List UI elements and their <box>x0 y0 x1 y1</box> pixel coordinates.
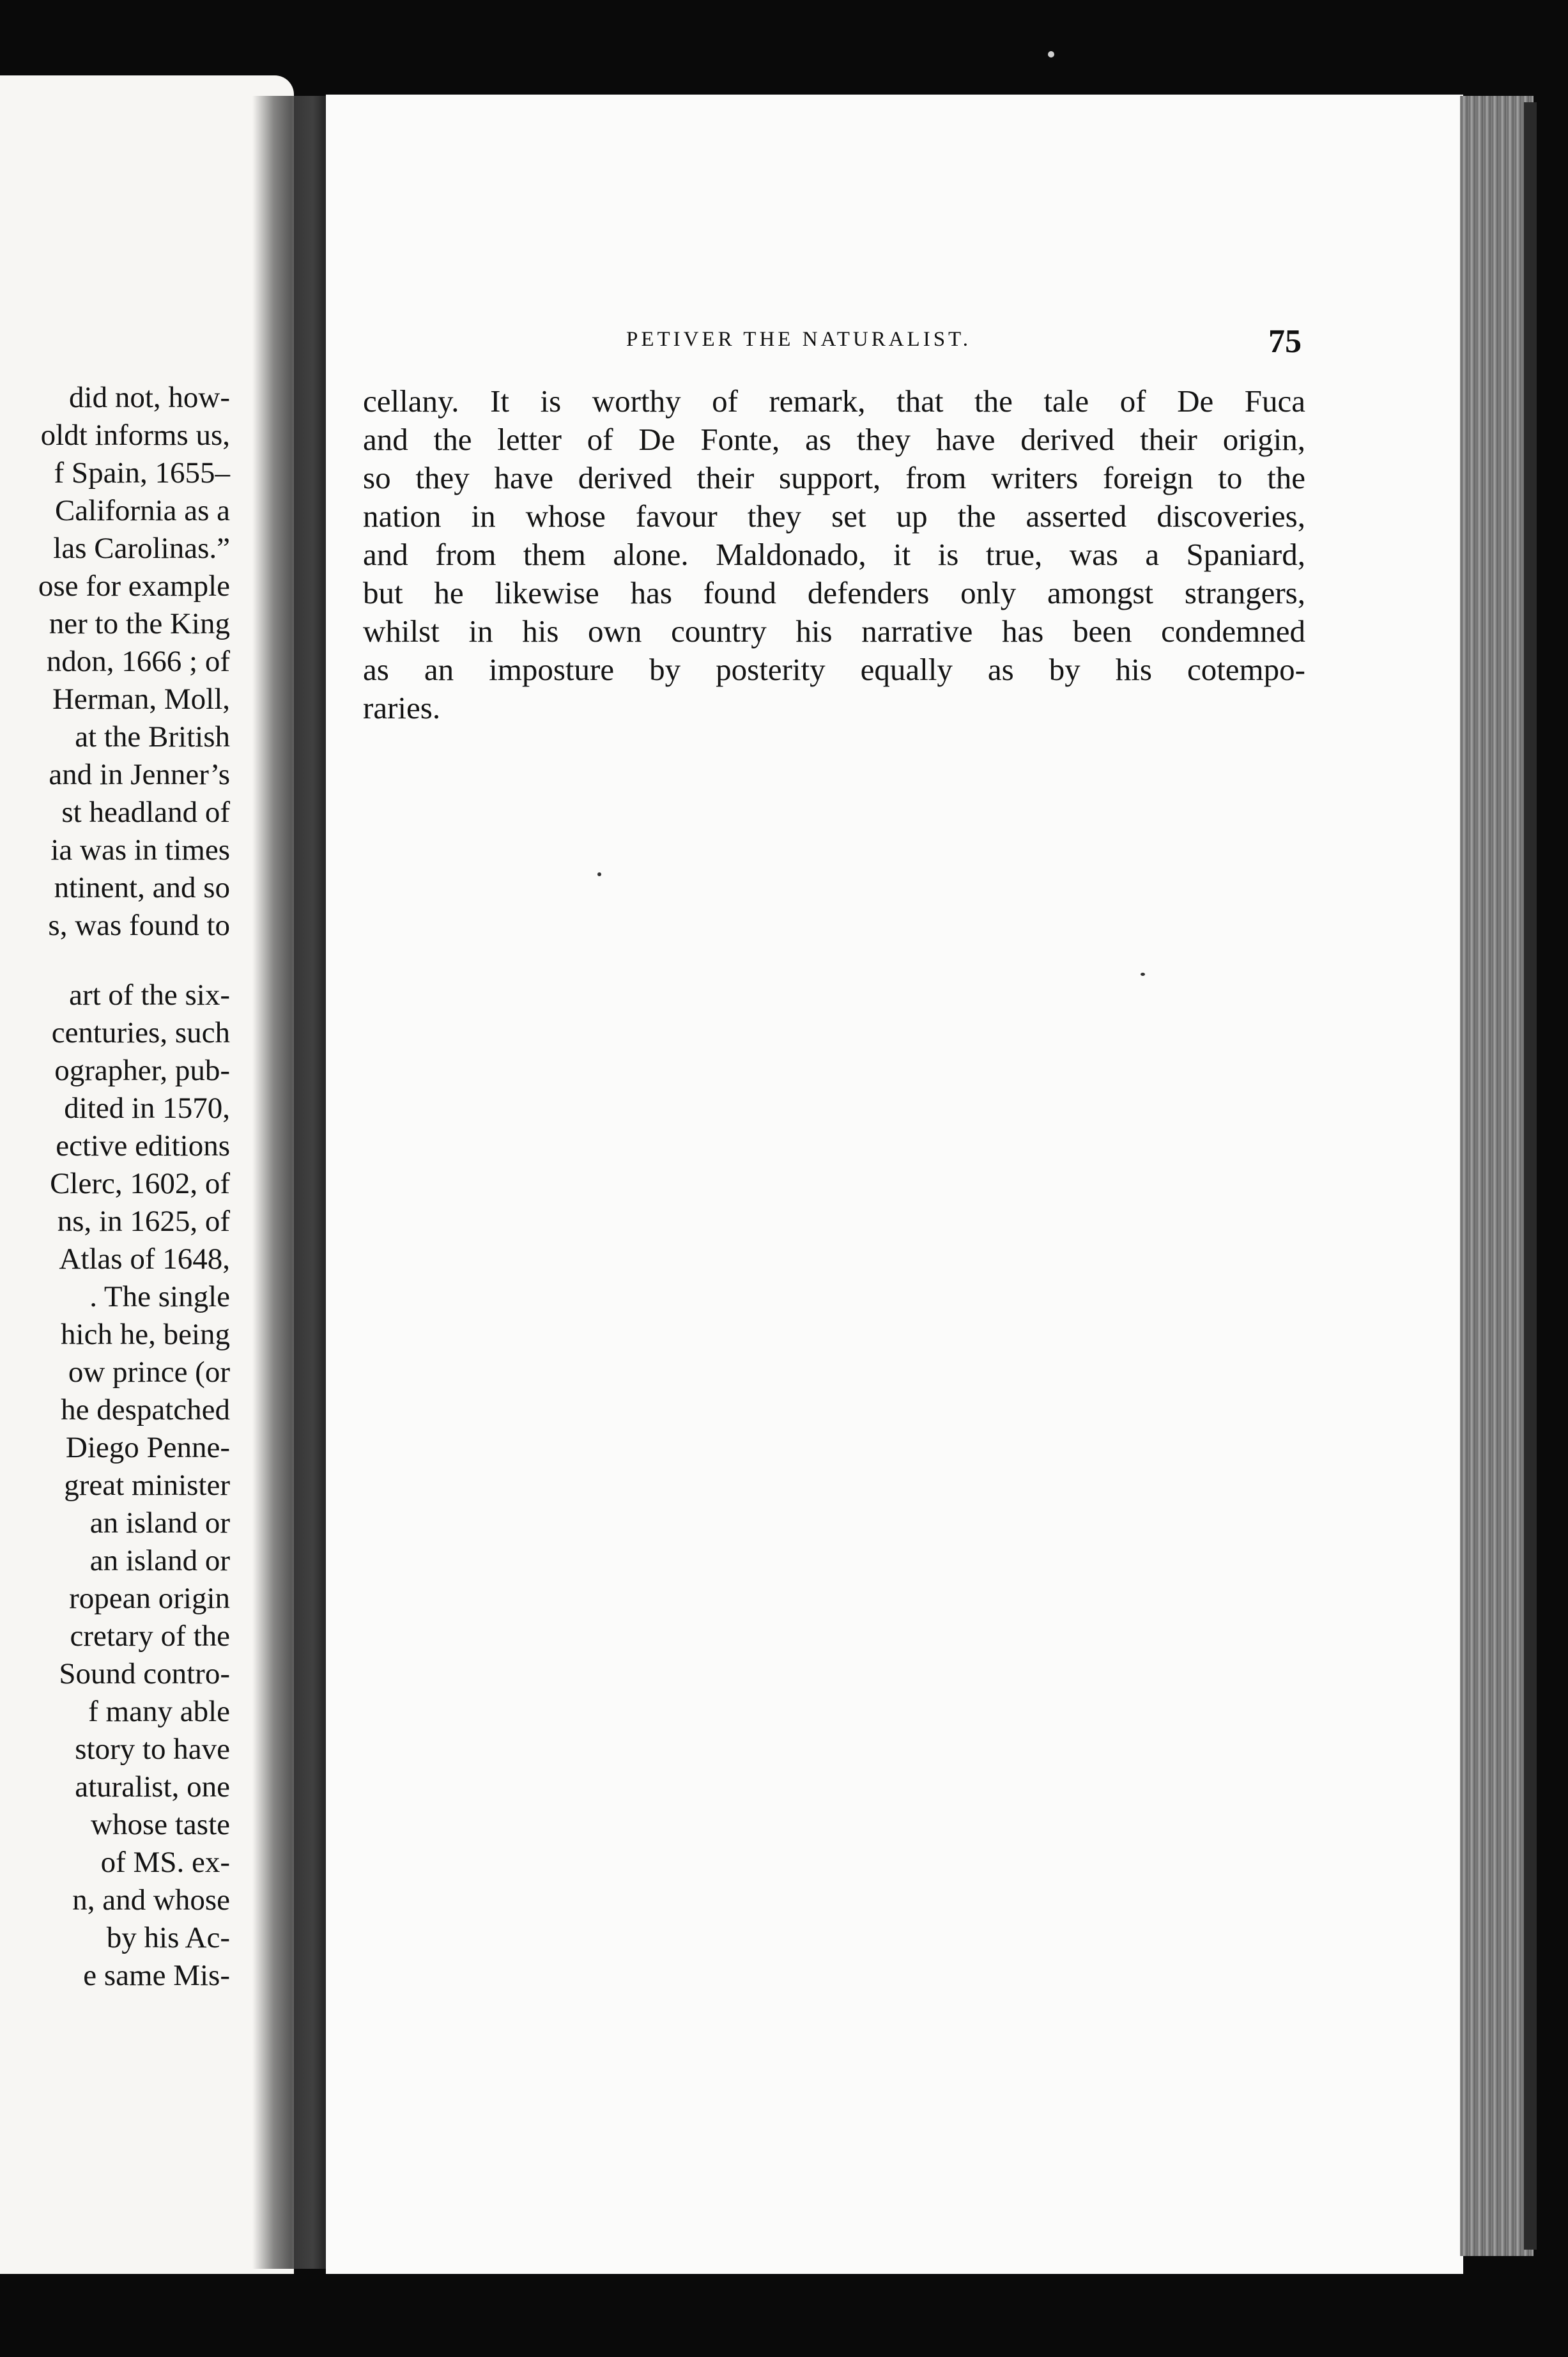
left-page-line: an island or <box>89 1506 230 1540</box>
ink-speck <box>597 872 601 876</box>
body-line: and from them alone. Maldonado, it is true, was a Spaniard, <box>363 537 1305 572</box>
left-page-line: Diego Penne- <box>65 1431 230 1464</box>
left-page-line: ose for example <box>38 569 230 603</box>
left-page-line: f Spain, 1655– <box>54 456 230 490</box>
left-page-line: cretary of the <box>70 1619 230 1653</box>
left-page-line: oldt informs us, <box>40 419 230 452</box>
ink-speck <box>1141 973 1145 976</box>
left-page-line: Sound contro- <box>59 1657 230 1690</box>
left-page-text <box>0 379 230 1995</box>
body-line: raries. <box>363 690 441 725</box>
body-line: whilst in his own country his narrative has been condemned <box>363 614 1305 649</box>
left-page-line: aturalist, one <box>75 1770 230 1804</box>
body-line: nation in whose favour they set up the asserted discoveries, <box>363 498 1305 534</box>
body-line: as an imposture by posterity equally as by his cotempo- <box>363 652 1305 687</box>
left-page-line: California as a <box>54 494 230 527</box>
left-page-line: Atlas of 1648, <box>59 1242 230 1276</box>
left-page-line: ia was in times <box>50 833 230 867</box>
left-page-line: hich he, being <box>61 1318 230 1351</box>
left-page-line: ndon, 1666 ; of <box>46 645 230 678</box>
body-line: so they have derived their support, from writers foreign to the <box>363 460 1305 495</box>
dust-speck <box>1048 51 1054 58</box>
left-page-line: ropean origin <box>69 1582 230 1615</box>
left-page-line: ow prince (or <box>68 1356 230 1389</box>
left-facing-page <box>0 75 294 2274</box>
left-page-line: story to have <box>75 1733 230 1766</box>
left-page-line: st headland of <box>61 796 230 829</box>
body-paragraph <box>363 382 1305 727</box>
left-page-line: ographer, pub- <box>54 1054 230 1087</box>
left-page-line: ns, in 1625, of <box>57 1205 230 1238</box>
left-page-line: f many able <box>88 1695 230 1728</box>
left-page-line: centuries, such <box>51 1016 230 1049</box>
stacked-page-edges <box>1460 96 1533 2256</box>
left-page-line: Herman, Moll, <box>52 683 230 716</box>
left-page-line: s, was found to <box>48 909 230 942</box>
left-page-line: ner to the King <box>49 607 230 640</box>
left-page-line: ntinent, and so <box>54 871 230 904</box>
left-page-line: he despatched <box>61 1393 230 1426</box>
left-page-line: n, and whose <box>72 1883 230 1917</box>
left-page-line: and in Jenner’s <box>49 758 230 791</box>
page-number: 75 <box>1268 323 1302 360</box>
left-page-line: dited in 1570, <box>64 1092 230 1125</box>
left-page-line: art of the six- <box>69 978 230 1012</box>
left-page-line: an island or <box>89 1544 230 1577</box>
body-line: cellany. It is worthy of remark, that the tale of De Fuca <box>363 383 1305 419</box>
running-head: PETIVER THE NATURALIST. <box>626 328 972 351</box>
left-page-line: . The single <box>89 1280 230 1313</box>
left-page-line: e same Mis- <box>83 1959 230 1992</box>
page-edge-shadow <box>1524 102 1537 2250</box>
left-page-line: at the British <box>75 720 230 753</box>
left-page-line: by his Ac- <box>106 1921 230 1954</box>
left-page-line: of MS. ex- <box>100 1846 230 1879</box>
paragraph-gap <box>0 945 230 977</box>
left-page-line: ective editions <box>56 1129 230 1163</box>
left-page-line: Clerc, 1602, of <box>50 1167 230 1200</box>
left-page-line: great minister <box>64 1469 230 1502</box>
left-page-line: whose taste <box>91 1808 230 1841</box>
body-line: but he likewise has found defenders only amongst strangers, <box>363 575 1305 610</box>
left-page-line: did not, how- <box>69 381 230 414</box>
body-line: and the letter of De Fonte, as they have derived their origin, <box>363 422 1305 457</box>
left-page-line: las Carolinas.” <box>53 532 230 565</box>
